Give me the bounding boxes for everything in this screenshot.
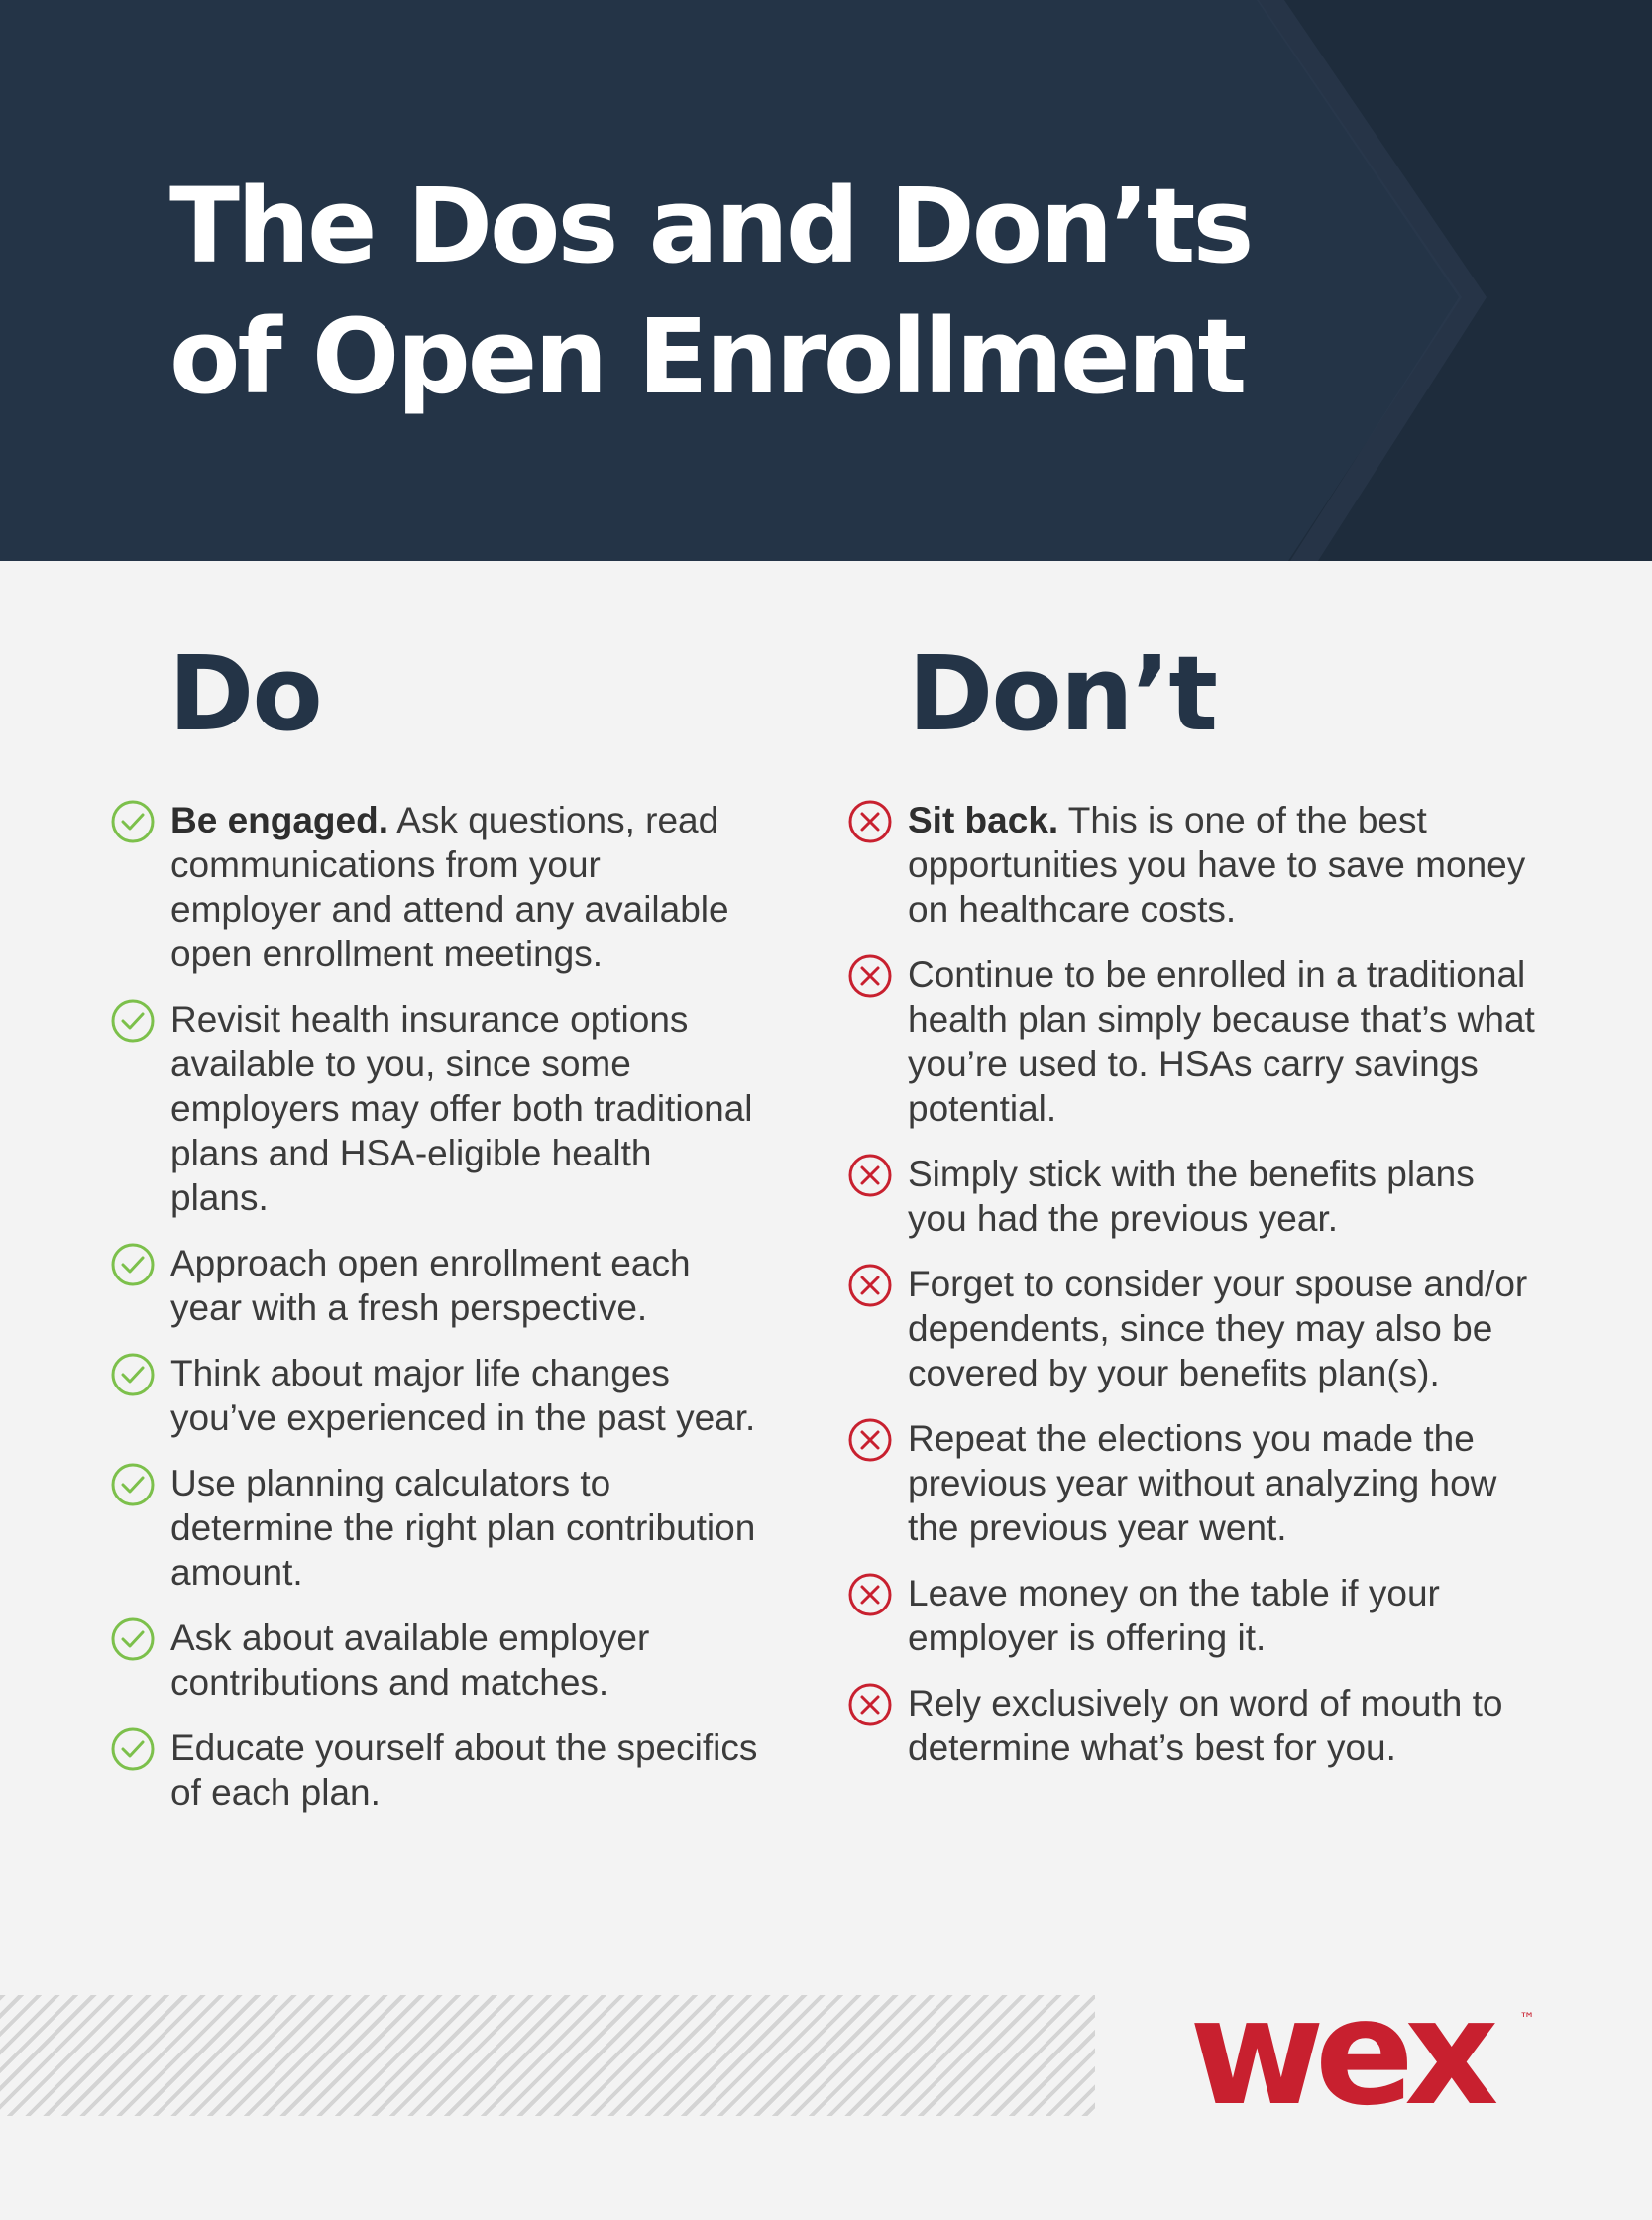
do-item-bold-lead: Be engaged.: [170, 800, 388, 840]
wex-logo: [1189, 2002, 1541, 2121]
x-circle-icon: [846, 1571, 894, 1618]
dont-item-text: Simply stick with the benefits plans you had the previous year.: [908, 1154, 1475, 1239]
check-circle-icon: [109, 1241, 157, 1288]
title-line-1: The Dos and Don’ts: [169, 166, 1252, 286]
do-item-text: Think about major life changes you’ve experienced in the past year.: [170, 1353, 756, 1438]
dont-list-item: [842, 1571, 1536, 1660]
dont-list-item: [842, 1152, 1536, 1241]
dont-list-item: [842, 798, 1536, 932]
dont-item-text: Leave money on the table if your employer is offering it.: [908, 1573, 1440, 1658]
do-item-text: Ask about available employer contributions and matches.: [170, 1617, 650, 1703]
do-item-text: Use planning calculators to determine the right plan contribution amount.: [170, 1463, 756, 1593]
x-circle-icon: [846, 952, 894, 1000]
do-list-item: [105, 1461, 759, 1595]
dont-item-text: Rely exclusively on word of mouth to determine what’s best for you.: [908, 1683, 1503, 1768]
check-circle-icon: [109, 1725, 157, 1773]
do-list-item: [105, 1725, 759, 1815]
trademark-mark: ™: [1519, 2009, 1535, 2028]
check-circle-icon: [109, 997, 157, 1045]
x-circle-icon: [846, 1416, 894, 1464]
do-list-item: [105, 1351, 759, 1440]
dont-item-text: Continue to be enrolled in a traditional health plan simply because that’s what you’re used to. HSAs carry savings potential.: [908, 954, 1535, 1129]
dont-heading: Don’t: [908, 633, 1217, 754]
dont-list-item: [842, 1681, 1536, 1770]
do-item-text: Ask questions, read communications from your employer and attend any available open enrollment meetings.: [170, 800, 729, 974]
dont-item-text: This is one of the best opportunities you have to save money on healthcare costs.: [908, 800, 1526, 930]
x-circle-icon: [846, 798, 894, 845]
dont-list: [842, 798, 1536, 1791]
x-circle-icon: [846, 1681, 894, 1728]
header-banner: [0, 0, 1652, 561]
dont-list-item: [842, 952, 1536, 1131]
logo-text: wex: [1189, 2002, 1489, 2121]
do-item-text: Educate yourself about the specifics of each plan.: [170, 1727, 758, 1813]
do-list-item: [105, 1241, 759, 1330]
check-circle-icon: [109, 798, 157, 845]
dont-list-item: [842, 1416, 1536, 1550]
page-title: [169, 161, 1251, 422]
check-circle-icon: [109, 1461, 157, 1508]
dont-item-bold-lead: Sit back.: [908, 800, 1059, 840]
dont-item-text: Repeat the elections you made the previous year without analyzing how the previous year went.: [908, 1418, 1497, 1548]
x-circle-icon: [846, 1152, 894, 1199]
check-circle-icon: [109, 1615, 157, 1663]
dont-list-item: [842, 1262, 1536, 1395]
dont-item-text: Forget to consider your spouse and/or dependents, since they may also be covered by your benefits plan(s).: [908, 1264, 1528, 1393]
do-item-text: Revisit health insurance options available to you, since some employers may offer both traditional plans and HSA-eligible health plans.: [170, 999, 753, 1218]
x-circle-icon: [846, 1262, 894, 1309]
title-line-2: of Open Enrollment: [169, 296, 1245, 417]
do-item-text: Approach open enrollment each year with a fresh perspective.: [170, 1243, 691, 1328]
do-list-item: [105, 1615, 759, 1705]
do-heading: Do: [168, 633, 321, 754]
do-list-item: [105, 997, 759, 1220]
do-list: [105, 798, 759, 1835]
decorative-stripes: [0, 1995, 1095, 2116]
do-list-item: [105, 798, 759, 976]
check-circle-icon: [109, 1351, 157, 1398]
